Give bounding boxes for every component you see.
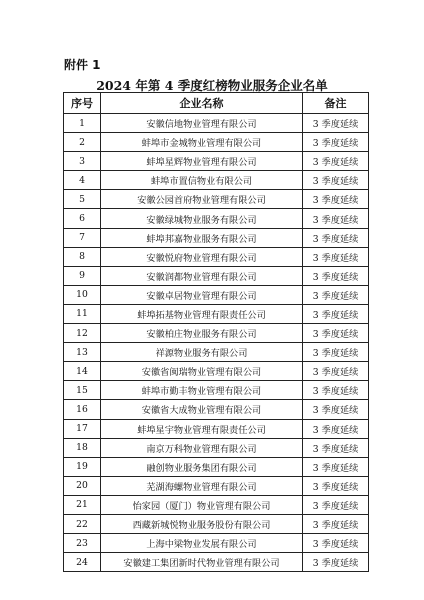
attachment-label: 附件 1 — [64, 58, 101, 72]
table-row — [64, 419, 369, 438]
row-number-cell: 22 — [64, 514, 101, 533]
note-cell: 3 季度延续 — [303, 266, 369, 285]
table-row — [64, 190, 369, 209]
company-name-cell: 蚌埠拓基物业管理有限责任公司 — [101, 304, 303, 323]
table-header-row — [64, 93, 369, 114]
row-number-cell: 5 — [64, 190, 101, 209]
table-row — [64, 476, 369, 495]
note-cell: 3 季度延续 — [303, 228, 369, 247]
note-cell: 3 季度延续 — [303, 133, 369, 152]
company-name-cell: 安徽润都物业管理有限公司 — [101, 266, 303, 285]
table-row — [64, 266, 369, 285]
company-name-cell: 安徽公园首府物业管理有限公司 — [101, 190, 303, 209]
table-row — [64, 114, 369, 133]
note-cell: 3 季度延续 — [303, 190, 369, 209]
row-number-cell: 10 — [64, 285, 101, 304]
company-name-cell: 蚌埠星宇物业管理有限责任公司 — [101, 419, 303, 438]
row-number-cell: 14 — [64, 362, 101, 381]
row-number-cell: 19 — [64, 457, 101, 476]
row-number-cell: 1 — [64, 114, 101, 133]
note-cell: 3 季度延续 — [303, 534, 369, 553]
company-name-cell: 蚌埠市置信物业有限公司 — [101, 171, 303, 190]
table-row — [64, 247, 369, 266]
table-row — [64, 209, 369, 228]
row-number-cell: 20 — [64, 476, 101, 495]
note-cell: 3 季度延续 — [303, 171, 369, 190]
header-no: 序号 — [64, 93, 101, 114]
note-cell: 3 季度延续 — [303, 247, 369, 266]
table-row — [64, 304, 369, 323]
note-cell: 3 季度延续 — [303, 324, 369, 343]
company-name-cell: 安徽信地物业管理有限公司 — [101, 114, 303, 133]
company-name-cell: 安徽绿城物业服务有限公司 — [101, 209, 303, 228]
note-cell: 3 季度延续 — [303, 419, 369, 438]
note-cell: 3 季度延续 — [303, 438, 369, 457]
company-name-cell: 蚌埠市金城物业管理有限公司 — [101, 133, 303, 152]
table-row — [64, 400, 369, 419]
company-name-cell: 安徽卓居物业管理有限公司 — [101, 285, 303, 304]
table-row — [64, 457, 369, 476]
table-row — [64, 324, 369, 343]
table-row — [64, 285, 369, 304]
table-row — [64, 133, 369, 152]
note-cell: 3 季度延续 — [303, 304, 369, 323]
company-name-cell: 南京万科物业管理有限公司 — [101, 438, 303, 457]
company-name-cell: 蚌埠邦嘉物业服务有限公司 — [101, 228, 303, 247]
header-company-name: 企业名称 — [101, 93, 303, 114]
table-row — [64, 343, 369, 362]
company-name-cell: 怡家园（厦门）物业管理有限公司 — [101, 495, 303, 514]
document-title: 2024 年第 4 季度红榜物业服务企业名单 — [96, 78, 328, 93]
row-number-cell: 11 — [64, 304, 101, 323]
company-name-cell: 安徽建工集团新时代物业管理有限公司 — [101, 553, 303, 572]
table-body — [64, 114, 369, 572]
row-number-cell: 17 — [64, 419, 101, 438]
table-row — [64, 438, 369, 457]
table-row — [64, 171, 369, 190]
note-cell: 3 季度延续 — [303, 400, 369, 419]
company-name-cell: 安徽悦府物业管理有限公司 — [101, 247, 303, 266]
row-number-cell: 16 — [64, 400, 101, 419]
row-number-cell: 18 — [64, 438, 101, 457]
table-row — [64, 514, 369, 533]
row-number-cell: 4 — [64, 171, 101, 190]
note-cell: 3 季度延续 — [303, 381, 369, 400]
row-number-cell: 12 — [64, 324, 101, 343]
row-number-cell: 21 — [64, 495, 101, 514]
company-name-cell: 蚌埠星辉物业管理有限公司 — [101, 152, 303, 171]
row-number-cell: 3 — [64, 152, 101, 171]
note-cell: 3 季度延续 — [303, 457, 369, 476]
row-number-cell: 24 — [64, 553, 101, 572]
note-cell: 3 季度延续 — [303, 553, 369, 572]
note-cell: 3 季度延续 — [303, 114, 369, 133]
table-row — [64, 362, 369, 381]
row-number-cell: 13 — [64, 343, 101, 362]
row-number-cell: 8 — [64, 247, 101, 266]
note-cell: 3 季度延续 — [303, 343, 369, 362]
note-cell: 3 季度延续 — [303, 476, 369, 495]
table-row — [64, 228, 369, 247]
company-name-cell: 融创物业服务集团有限公司 — [101, 457, 303, 476]
company-name-cell: 芜湖海螺物业管理有限公司 — [101, 476, 303, 495]
company-name-cell: 上海中梁物业发展有限公司 — [101, 534, 303, 553]
company-name-cell: 祥源物业服务有限公司 — [101, 343, 303, 362]
table-row — [64, 495, 369, 514]
note-cell: 3 季度延续 — [303, 362, 369, 381]
row-number-cell: 7 — [64, 228, 101, 247]
table-row — [64, 553, 369, 572]
company-name-cell: 安徽省闽瑞物业管理有限公司 — [101, 362, 303, 381]
note-cell: 3 季度延续 — [303, 514, 369, 533]
row-number-cell: 23 — [64, 534, 101, 553]
note-cell: 3 季度延续 — [303, 152, 369, 171]
company-table — [63, 92, 369, 572]
row-number-cell: 9 — [64, 266, 101, 285]
table-row — [64, 152, 369, 171]
header-note: 备注 — [303, 93, 369, 114]
table-row — [64, 381, 369, 400]
table-row — [64, 534, 369, 553]
row-number-cell: 15 — [64, 381, 101, 400]
company-name-cell: 西藏新城悦物业服务股份有限公司 — [101, 514, 303, 533]
note-cell: 3 季度延续 — [303, 495, 369, 514]
company-name-cell: 蚌埠市勤丰物业管理有限公司 — [101, 381, 303, 400]
company-name-cell: 安徽省大成物业管理有限公司 — [101, 400, 303, 419]
row-number-cell: 6 — [64, 209, 101, 228]
row-number-cell: 2 — [64, 133, 101, 152]
note-cell: 3 季度延续 — [303, 209, 369, 228]
note-cell: 3 季度延续 — [303, 285, 369, 304]
company-name-cell: 安徽柏庄物业服务有限公司 — [101, 324, 303, 343]
